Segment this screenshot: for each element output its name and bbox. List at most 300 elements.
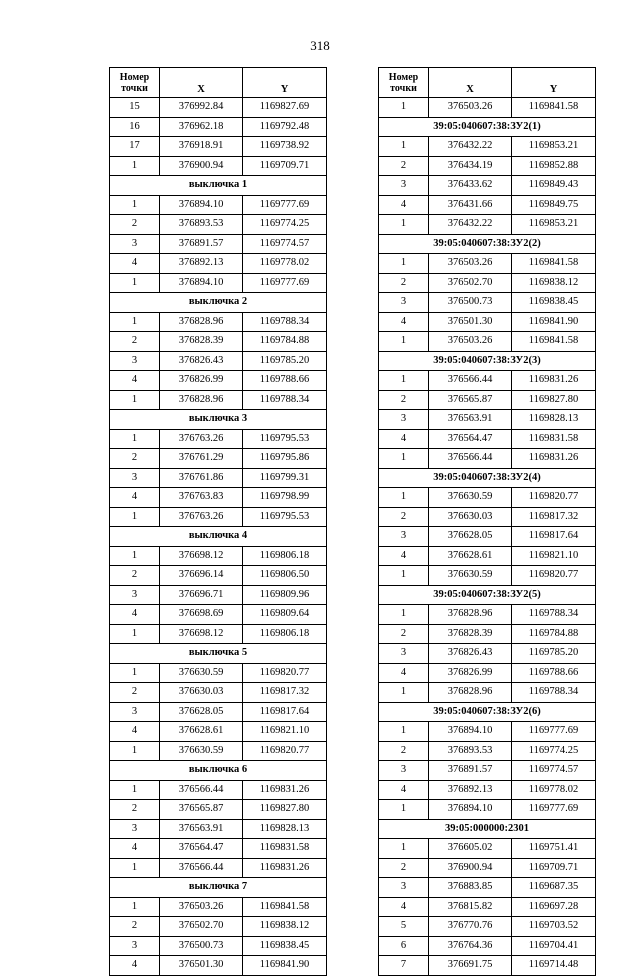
y-coordinate-cell: 1169849.75 [512,195,596,215]
section-title: 39:05:040607:38:ЗУ2(2) [379,234,596,254]
y-coordinate-cell: 1169798.99 [243,488,327,508]
y-coordinate-cell: 1169806.50 [243,566,327,586]
y-coordinate-cell: 1169788.34 [512,683,596,703]
point-number-cell: 1 [379,254,429,274]
y-coordinate-cell: 1169738.92 [243,137,327,157]
y-coordinate-cell: 1169849.43 [512,176,596,196]
point-number-cell: 16 [110,117,160,137]
section-title: выключка 1 [110,176,327,196]
table-row [110,780,327,800]
x-coordinate-cell: 376828.96 [429,605,512,625]
table-row [379,605,596,625]
table-row [379,254,596,274]
point-number-cell: 2 [379,156,429,176]
x-coordinate-cell: 376891.57 [160,234,243,254]
x-coordinate-cell: 376502.70 [160,917,243,937]
point-number-cell: 3 [379,176,429,196]
table-row [110,839,327,859]
point-number-cell: 1 [379,449,429,469]
table-row [379,663,596,683]
table-row [379,410,596,430]
point-number-cell: 4 [379,780,429,800]
y-coordinate-cell: 1169831.26 [512,449,596,469]
x-coordinate-cell: 376628.05 [429,527,512,547]
table-row [379,546,596,566]
point-number-cell: 4 [110,605,160,625]
point-number-cell: 4 [110,371,160,391]
point-number-cell: 4 [379,663,429,683]
table-row [110,605,327,625]
x-coordinate-cell: 376565.87 [160,800,243,820]
table-row [379,839,596,859]
table-row [110,507,327,527]
x-coordinate-cell: 376763.26 [160,507,243,527]
y-coordinate-cell: 1169795.86 [243,449,327,469]
section-row [379,585,596,605]
point-number-cell: 2 [379,624,429,644]
x-coordinate-cell: 376566.44 [160,780,243,800]
x-coordinate-cell: 376431.66 [429,195,512,215]
y-coordinate-cell: 1169799.31 [243,468,327,488]
point-number-cell: 4 [110,839,160,859]
y-coordinate-cell: 1169785.20 [512,644,596,664]
x-coordinate-cell: 376763.83 [160,488,243,508]
section-row [110,410,327,430]
point-number-cell: 1 [110,273,160,293]
y-coordinate-cell: 1169820.77 [243,741,327,761]
y-coordinate-cell: 1169792.48 [243,117,327,137]
table-row [110,332,327,352]
point-number-cell: 2 [110,215,160,235]
y-coordinate-cell: 1169852.88 [512,156,596,176]
table-row [379,332,596,352]
y-coordinate-cell: 1169841.90 [243,956,327,976]
point-number-cell: 4 [379,195,429,215]
y-coordinate-cell: 1169817.64 [243,702,327,722]
y-coordinate-cell: 1169828.13 [512,410,596,430]
point-number-cell: 4 [110,488,160,508]
x-coordinate-cell: 376992.84 [160,98,243,118]
y-coordinate-cell: 1169831.58 [243,839,327,859]
table-row [379,488,596,508]
coordinates-table-right [378,67,596,976]
x-coordinate-cell: 376500.73 [160,936,243,956]
x-coordinate-cell: 376918.91 [160,137,243,157]
x-coordinate-cell: 376826.99 [429,663,512,683]
point-number-cell: 1 [379,98,429,118]
table-row [110,273,327,293]
point-number-cell: 1 [379,332,429,352]
point-number-cell: 1 [110,546,160,566]
x-coordinate-cell: 376962.18 [160,117,243,137]
point-number-cell: 3 [379,761,429,781]
table-row [379,156,596,176]
y-coordinate-cell: 1169788.66 [512,663,596,683]
point-number-cell: 3 [379,410,429,430]
point-number-cell: 1 [379,215,429,235]
point-number-cell: 2 [379,741,429,761]
section-row [110,293,327,313]
table-row [110,663,327,683]
section-row [110,644,327,664]
point-number-cell: 1 [379,722,429,742]
x-coordinate-cell: 376763.26 [160,429,243,449]
table-row [379,683,596,703]
y-coordinate-cell: 1169714.48 [512,956,596,976]
point-number-cell: 1 [110,624,160,644]
table-row [379,195,596,215]
y-coordinate-cell: 1169788.34 [512,605,596,625]
table-row [379,527,596,547]
y-coordinate-cell: 1169703.52 [512,917,596,937]
x-coordinate-cell: 376826.43 [429,644,512,664]
x-coordinate-cell: 376432.22 [429,215,512,235]
x-coordinate-cell: 376432.22 [429,137,512,157]
point-number-cell: 17 [110,137,160,157]
section-title: 39:05:040607:38:ЗУ2(3) [379,351,596,371]
y-coordinate-cell: 1169774.57 [243,234,327,254]
point-number-cell: 1 [110,390,160,410]
point-number-cell: 4 [379,312,429,332]
point-number-cell: 1 [110,780,160,800]
table-row [379,722,596,742]
y-coordinate-cell: 1169827.80 [512,390,596,410]
x-coordinate-cell: 376894.10 [160,273,243,293]
x-coordinate-cell: 376815.82 [429,897,512,917]
section-row [379,117,596,137]
section-title: 39:05:000000:2301 [379,819,596,839]
y-coordinate-cell: 1169838.12 [512,273,596,293]
point-number-cell: 7 [379,956,429,976]
table-row [110,156,327,176]
point-number-cell: 1 [110,897,160,917]
y-coordinate-cell: 1169709.71 [243,156,327,176]
table-row [110,351,327,371]
y-coordinate-cell: 1169795.53 [243,507,327,527]
table-row [379,215,596,235]
x-coordinate-cell: 376630.03 [429,507,512,527]
table-row [379,878,596,898]
table-row [110,858,327,878]
point-number-cell: 1 [110,663,160,683]
table-row [379,741,596,761]
table-row [110,98,327,118]
point-number-cell: 2 [379,273,429,293]
header-y: Y [243,68,327,98]
point-number-cell: 2 [110,800,160,820]
point-number-cell: 2 [110,332,160,352]
header-point-number: Номер точки [379,68,429,98]
section-row [379,234,596,254]
point-number-cell: 1 [110,312,160,332]
table-row [110,819,327,839]
y-coordinate-cell: 1169788.34 [243,312,327,332]
section-row [110,878,327,898]
point-number-cell: 4 [110,722,160,742]
table-row [110,488,327,508]
y-coordinate-cell: 1169774.57 [512,761,596,781]
section-title: выключка 5 [110,644,327,664]
x-coordinate-cell: 376891.57 [429,761,512,781]
y-coordinate-cell: 1169774.25 [243,215,327,235]
y-coordinate-cell: 1169809.96 [243,585,327,605]
x-coordinate-cell: 376503.26 [429,98,512,118]
point-number-cell: 6 [379,936,429,956]
x-coordinate-cell: 376892.13 [429,780,512,800]
section-row [379,468,596,488]
y-coordinate-cell: 1169687.35 [512,878,596,898]
table-row [379,312,596,332]
point-number-cell: 2 [110,683,160,703]
y-coordinate-cell: 1169817.32 [512,507,596,527]
y-coordinate-cell: 1169838.45 [512,293,596,313]
x-coordinate-cell: 376894.10 [429,722,512,742]
x-coordinate-cell: 376630.03 [160,683,243,703]
table-row [379,897,596,917]
y-coordinate-cell: 1169809.64 [243,605,327,625]
point-number-cell: 5 [379,917,429,937]
y-coordinate-cell: 1169704.41 [512,936,596,956]
point-number-cell: 3 [379,527,429,547]
y-coordinate-cell: 1169838.45 [243,936,327,956]
x-coordinate-cell: 376828.96 [429,683,512,703]
table-row [379,429,596,449]
section-title: 39:05:040607:38:ЗУ2(6) [379,702,596,722]
y-coordinate-cell: 1169841.90 [512,312,596,332]
point-number-cell: 4 [379,897,429,917]
point-number-cell: 1 [379,839,429,859]
table-row [379,371,596,391]
y-coordinate-cell: 1169841.58 [512,332,596,352]
page-number: 318 [310,38,330,53]
y-coordinate-cell: 1169831.26 [512,371,596,391]
point-number-cell: 4 [110,254,160,274]
y-coordinate-cell: 1169709.71 [512,858,596,878]
table-row [379,176,596,196]
x-coordinate-cell: 376434.19 [429,156,512,176]
point-number-cell: 1 [110,156,160,176]
section-title: 39:05:040607:38:ЗУ2(5) [379,585,596,605]
point-number-cell: 3 [110,702,160,722]
point-number-cell: 1 [379,605,429,625]
y-coordinate-cell: 1169853.21 [512,137,596,157]
x-coordinate-cell: 376630.59 [160,663,243,683]
table-row [110,234,327,254]
point-number-cell: 2 [379,507,429,527]
x-coordinate-cell: 376696.14 [160,566,243,586]
y-coordinate-cell: 1169828.13 [243,819,327,839]
table-row [110,800,327,820]
table-row [110,449,327,469]
table-row [110,683,327,703]
table-row [110,215,327,235]
table-row [379,390,596,410]
y-coordinate-cell: 1169774.25 [512,741,596,761]
table-row [110,371,327,391]
table-row [379,624,596,644]
table-body-left [110,98,327,976]
y-coordinate-cell: 1169806.18 [243,624,327,644]
table-row [110,702,327,722]
table-row [379,956,596,976]
x-coordinate-cell: 376605.02 [429,839,512,859]
x-coordinate-cell: 376761.86 [160,468,243,488]
table-row [379,917,596,937]
header-x: X [429,68,512,98]
y-coordinate-cell: 1169821.10 [243,722,327,742]
point-number-cell: 2 [110,566,160,586]
y-coordinate-cell: 1169820.77 [512,566,596,586]
x-coordinate-cell: 376691.75 [429,956,512,976]
y-coordinate-cell: 1169778.02 [512,780,596,800]
x-coordinate-cell: 376630.59 [160,741,243,761]
table-header-row [110,68,327,98]
y-coordinate-cell: 1169820.77 [243,663,327,683]
x-coordinate-cell: 376564.47 [160,839,243,859]
point-number-cell: 3 [110,468,160,488]
header-point-number: Номер точки [110,68,160,98]
x-coordinate-cell: 376883.85 [429,878,512,898]
y-coordinate-cell: 1169697.28 [512,897,596,917]
table-row [110,254,327,274]
table-row [379,507,596,527]
table-row [379,800,596,820]
table-row [110,741,327,761]
y-coordinate-cell: 1169817.64 [512,527,596,547]
y-coordinate-cell: 1169841.58 [512,254,596,274]
x-coordinate-cell: 376628.61 [160,722,243,742]
table-row [110,137,327,157]
x-coordinate-cell: 376900.94 [160,156,243,176]
x-coordinate-cell: 376503.26 [429,332,512,352]
x-coordinate-cell: 376828.96 [160,312,243,332]
point-number-cell: 3 [110,585,160,605]
section-row [379,702,596,722]
table-row [379,566,596,586]
x-coordinate-cell: 376893.53 [160,215,243,235]
x-coordinate-cell: 376501.30 [429,312,512,332]
section-title: выключка 3 [110,410,327,430]
section-title: 39:05:040607:38:ЗУ2(1) [379,117,596,137]
table-row [379,780,596,800]
y-coordinate-cell: 1169777.69 [512,800,596,820]
table-row [379,644,596,664]
point-number-cell: 3 [379,878,429,898]
point-number-cell: 15 [110,98,160,118]
x-coordinate-cell: 376826.43 [160,351,243,371]
y-coordinate-cell: 1169820.77 [512,488,596,508]
table-row [110,117,327,137]
coordinates-table-left [109,67,327,976]
x-coordinate-cell: 376892.13 [160,254,243,274]
x-coordinate-cell: 376563.91 [160,819,243,839]
point-number-cell: 1 [110,507,160,527]
table-row [110,917,327,937]
point-number-cell: 4 [379,429,429,449]
x-coordinate-cell: 376564.47 [429,429,512,449]
table-row [110,546,327,566]
table-row [379,98,596,118]
x-coordinate-cell: 376894.10 [429,800,512,820]
x-coordinate-cell: 376628.05 [160,702,243,722]
point-number-cell: 3 [110,234,160,254]
x-coordinate-cell: 376828.39 [160,332,243,352]
section-title: 39:05:040607:38:ЗУ2(4) [379,468,596,488]
y-coordinate-cell: 1169841.58 [243,897,327,917]
point-number-cell: 1 [110,429,160,449]
point-number-cell: 2 [110,449,160,469]
x-coordinate-cell: 376566.44 [429,371,512,391]
y-coordinate-cell: 1169795.53 [243,429,327,449]
x-coordinate-cell: 376770.76 [429,917,512,937]
point-number-cell: 2 [110,917,160,937]
point-number-cell: 3 [110,351,160,371]
y-coordinate-cell: 1169778.02 [243,254,327,274]
x-coordinate-cell: 376502.70 [429,273,512,293]
table-row [110,897,327,917]
x-coordinate-cell: 376503.26 [160,897,243,917]
y-coordinate-cell: 1169831.26 [243,858,327,878]
point-number-cell: 1 [379,137,429,157]
x-coordinate-cell: 376761.29 [160,449,243,469]
y-coordinate-cell: 1169784.88 [243,332,327,352]
x-coordinate-cell: 376566.44 [429,449,512,469]
y-coordinate-cell: 1169751.41 [512,839,596,859]
table-row [379,858,596,878]
table-row [110,390,327,410]
point-number-cell: 3 [379,293,429,313]
point-number-cell: 1 [379,800,429,820]
table-row [110,956,327,976]
section-title: выключка 7 [110,878,327,898]
table-body-right [379,98,596,976]
x-coordinate-cell: 376900.94 [429,858,512,878]
x-coordinate-cell: 376630.59 [429,488,512,508]
point-number-cell: 1 [379,683,429,703]
x-coordinate-cell: 376565.87 [429,390,512,410]
x-coordinate-cell: 376893.53 [429,741,512,761]
y-coordinate-cell: 1169838.12 [243,917,327,937]
table-row [379,761,596,781]
section-title: выключка 6 [110,761,327,781]
table-row [379,293,596,313]
point-number-cell: 1 [110,195,160,215]
header-x: X [160,68,243,98]
section-row [110,527,327,547]
x-coordinate-cell: 376500.73 [429,293,512,313]
x-coordinate-cell: 376628.61 [429,546,512,566]
y-coordinate-cell: 1169821.10 [512,546,596,566]
y-coordinate-cell: 1169806.18 [243,546,327,566]
x-coordinate-cell: 376433.62 [429,176,512,196]
x-coordinate-cell: 376503.26 [429,254,512,274]
y-coordinate-cell: 1169777.69 [512,722,596,742]
y-coordinate-cell: 1169777.69 [243,273,327,293]
x-coordinate-cell: 376698.12 [160,546,243,566]
point-number-cell: 2 [379,390,429,410]
y-coordinate-cell: 1169785.20 [243,351,327,371]
x-coordinate-cell: 376828.96 [160,390,243,410]
table-row [110,585,327,605]
x-coordinate-cell: 376764.36 [429,936,512,956]
section-row [379,351,596,371]
x-coordinate-cell: 376828.39 [429,624,512,644]
y-coordinate-cell: 1169788.34 [243,390,327,410]
x-coordinate-cell: 376630.59 [429,566,512,586]
section-row [110,761,327,781]
point-number-cell: 3 [110,819,160,839]
y-coordinate-cell: 1169817.32 [243,683,327,703]
